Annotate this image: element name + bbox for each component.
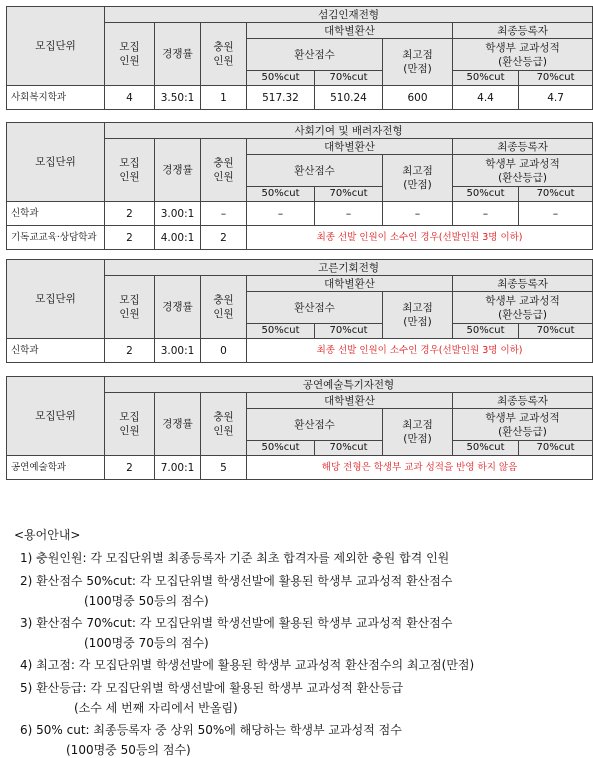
cell-note: 해당 전형은 학생부 교과 성적을 반영 하지 않음: [247, 456, 593, 480]
guide-title: <용어안내>: [14, 528, 81, 542]
header-grade-cut50: 50%cut: [453, 441, 519, 456]
cell-addmit: –: [201, 202, 247, 226]
header-line: (만점): [403, 433, 432, 445]
header-line: 모집: [119, 157, 140, 169]
header-line: 모집: [119, 41, 140, 53]
header-cut70: 70%cut: [315, 441, 383, 456]
cell-addmit: 0: [201, 339, 247, 363]
cell-unit: 신학과: [7, 202, 105, 226]
cell-unit: 신학과: [7, 339, 105, 363]
header-ratio: 경쟁률: [155, 139, 201, 202]
table-row: [7, 226, 593, 250]
header-grade-cut50: 50%cut: [453, 71, 519, 86]
header-quota: [105, 23, 155, 86]
header-conv-score: 환산점수: [247, 155, 383, 187]
header-max: [383, 39, 453, 86]
cell-quota: 4: [105, 86, 155, 110]
header-final-reg: 최종등록자: [453, 139, 593, 155]
header-grade-cut70: 70%cut: [519, 324, 593, 339]
header-line: (만점): [403, 63, 432, 75]
header-grade-cut50: 50%cut: [453, 324, 519, 339]
header-line: 학생부 교과성적: [485, 41, 560, 54]
track-title: 섬김인재전형: [105, 7, 593, 23]
track-title: 사회기여 및 배려자전형: [105, 123, 593, 139]
cell-grade70: –: [519, 202, 593, 226]
header-cut70: 70%cut: [315, 71, 383, 86]
header-univ-conv: 대학별환산: [247, 276, 453, 292]
track-title: 공연예술특기자전형: [105, 377, 593, 393]
guide-item-sub: (100명중 50등의 점수): [84, 594, 209, 608]
header-gpa: [453, 409, 593, 441]
guide-item: 4) 최고점: 각 모집단위별 학생선발에 활용된 학생부 교과성적 환산점수의 최고점(만점): [20, 658, 475, 672]
header-addmit: [201, 139, 247, 202]
header-cut50: 50%cut: [247, 324, 315, 339]
admission-table: [6, 122, 593, 250]
header-addmit: [201, 276, 247, 339]
header-unit: 모집단위: [7, 123, 105, 202]
header-quota: [105, 393, 155, 456]
track-title: 고른기회전형: [105, 260, 593, 276]
header-line: 인원: [119, 308, 140, 320]
header-line: 최고점: [402, 49, 433, 61]
header-line: 충원: [213, 157, 234, 169]
admission-table: [6, 376, 593, 480]
header-final-reg: 최종등록자: [453, 23, 593, 39]
cell-unit: 기독교교육·상담학과: [7, 226, 105, 250]
header-grade-cut70: 70%cut: [519, 441, 593, 456]
cell-grade70: 4.7: [519, 86, 593, 110]
header-line: 학생부 교과성적: [485, 411, 560, 424]
header-cut70: 70%cut: [315, 324, 383, 339]
header-line: 최고점: [402, 419, 433, 431]
header-quota: [105, 139, 155, 202]
header-max: [383, 155, 453, 202]
header-cut50: 50%cut: [247, 187, 315, 202]
cell-note: 최종 선발 인원이 소수인 경우(선발인원 3명 이하): [247, 226, 593, 250]
header-gpa: [453, 39, 593, 71]
guide-item-sub: (소수 세 번째 자리에서 반올림): [74, 701, 238, 715]
header-cut50: 50%cut: [247, 71, 315, 86]
guide-item: 3) 환산점수 70%cut: 각 모집단위별 학생선발에 활용된 학생부 교과성적 환산점수: [20, 616, 453, 630]
admission-table: [6, 6, 593, 110]
header-line: (만점): [403, 179, 432, 191]
cell-unit: 공연예술학과: [7, 456, 105, 480]
header-line: 모집: [119, 411, 140, 423]
header-univ-conv: 대학별환산: [247, 393, 453, 409]
header-quota: [105, 276, 155, 339]
cell-grade50: –: [453, 202, 519, 226]
header-ratio: 경쟁률: [155, 393, 201, 456]
guide-item: 5) 환산등급: 각 모집단위별 학생선발에 활용된 학생부 교과성적 환산등급: [20, 681, 404, 695]
guide-item: 2) 환산점수 50%cut: 각 모집단위별 학생선발에 활용된 학생부 교과성적 환산점수: [20, 574, 453, 588]
header-line: 충원: [213, 41, 234, 53]
header-line: 충원: [213, 411, 234, 423]
header-line: 최고점: [402, 165, 433, 177]
cell-unit: 사회복지학과: [7, 86, 105, 110]
cell-grade50: 4.4: [453, 86, 519, 110]
cell-ratio: 7.00:1: [155, 456, 201, 480]
cell-ratio: 4.00:1: [155, 226, 201, 250]
header-line: (환산등급): [498, 425, 547, 438]
header-final-reg: 최종등록자: [453, 276, 593, 292]
header-addmit: [201, 23, 247, 86]
cell-ratio: 3.00:1: [155, 202, 201, 226]
header-line: 인원: [213, 55, 234, 67]
cell-quota: 2: [105, 202, 155, 226]
header-line: 학생부 교과성적: [485, 157, 560, 170]
header-ratio: 경쟁률: [155, 23, 201, 86]
header-line: (환산등급): [498, 55, 547, 68]
header-unit: 모집단위: [7, 260, 105, 339]
header-line: (환산등급): [498, 171, 547, 184]
cell-quota: 2: [105, 339, 155, 363]
header-line: 충원: [213, 294, 234, 306]
table-row: [7, 86, 593, 110]
header-univ-conv: 대학별환산: [247, 139, 453, 155]
guide-item: 6) 50% cut: 최종등록자 중 상위 50%에 해당하는 학생부 교과성적 점수: [20, 723, 402, 737]
cell-max: 600: [383, 86, 453, 110]
header-line: 인원: [213, 425, 234, 437]
cell-cut50: –: [247, 202, 315, 226]
header-max: [383, 409, 453, 456]
header-cut70: 70%cut: [315, 187, 383, 202]
header-line: 인원: [119, 55, 140, 67]
header-line: 최고점: [402, 302, 433, 314]
cell-ratio: 3.00:1: [155, 339, 201, 363]
header-line: 인원: [119, 425, 140, 437]
cell-quota: 2: [105, 456, 155, 480]
header-line: 인원: [213, 308, 234, 320]
header-grade-cut50: 50%cut: [453, 187, 519, 202]
header-ratio: 경쟁률: [155, 276, 201, 339]
header-line: (만점): [403, 316, 432, 328]
cell-cut70: –: [315, 202, 383, 226]
header-cut50: 50%cut: [247, 441, 315, 456]
guide-item-sub: (100명중 70등의 점수): [84, 636, 209, 650]
guide-item: 1) 충원인원: 각 모집단위별 최종등록자 기준 최초 합격자를 제외한 충원 합격 인원: [20, 551, 450, 565]
header-gpa: [453, 155, 593, 187]
header-line: 학생부 교과성적: [485, 294, 560, 307]
cell-cut70: 510.24: [315, 86, 383, 110]
admission-table: [6, 259, 593, 363]
cell-quota: 2: [105, 226, 155, 250]
header-univ-conv: 대학별환산: [247, 23, 453, 39]
header-line: 모집: [119, 294, 140, 306]
header-addmit: [201, 393, 247, 456]
header-unit: 모집단위: [7, 377, 105, 456]
cell-addmit: 1: [201, 86, 247, 110]
header-grade-cut70: 70%cut: [519, 187, 593, 202]
table-row: [7, 456, 593, 480]
header-final-reg: 최종등록자: [453, 393, 593, 409]
cell-ratio: 3.50:1: [155, 86, 201, 110]
header-unit: 모집단위: [7, 7, 105, 86]
cell-cut50: 517.32: [247, 86, 315, 110]
guide-item-sub: (100명중 50등의 점수): [66, 743, 191, 757]
header-conv-score: 환산점수: [247, 409, 383, 441]
header-conv-score: 환산점수: [247, 39, 383, 71]
table-row: [7, 202, 593, 226]
header-conv-score: 환산점수: [247, 292, 383, 324]
cell-note: 최종 선발 인원이 소수인 경우(선발인원 3명 이하): [247, 339, 593, 363]
header-grade-cut70: 70%cut: [519, 71, 593, 86]
cell-addmit: 5: [201, 456, 247, 480]
header-max: [383, 292, 453, 339]
cell-addmit: 2: [201, 226, 247, 250]
table-row: [7, 339, 593, 363]
header-gpa: [453, 292, 593, 324]
header-line: (환산등급): [498, 308, 547, 321]
header-line: 인원: [119, 171, 140, 183]
cell-max: –: [383, 202, 453, 226]
header-line: 인원: [213, 171, 234, 183]
